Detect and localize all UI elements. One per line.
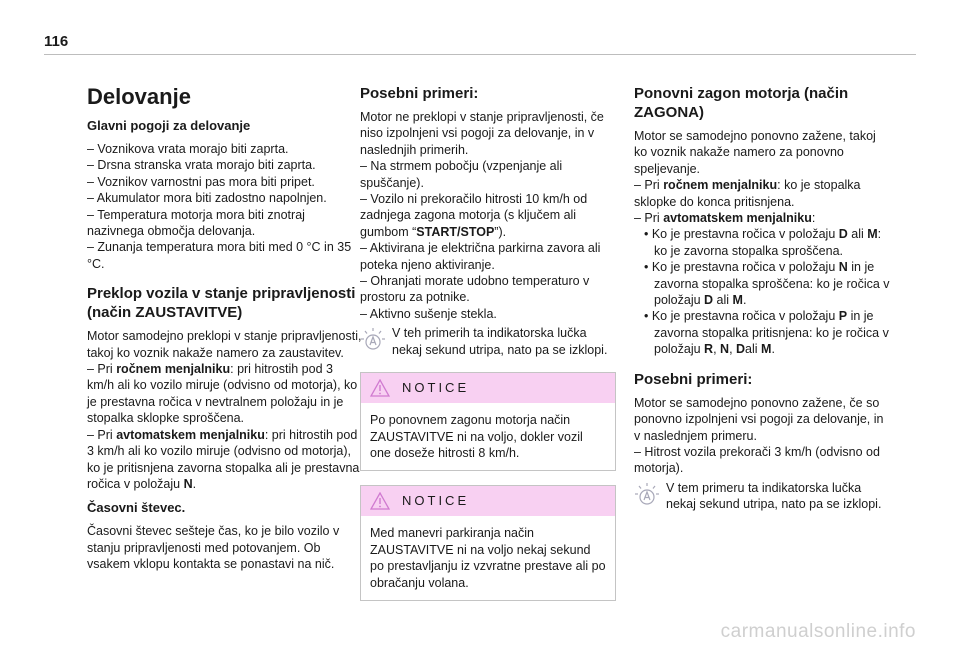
counter-heading: Časovni števec. <box>87 500 186 516</box>
notice-header <box>361 373 615 403</box>
list-item: – Pri avtomatskem menjalniku: <box>634 211 816 226</box>
notice-box-2 <box>360 485 616 601</box>
special-intro: Motor ne preklopi v stanje pripravljenosti, če niso izpolnjeni vsi pogoji za delovanje, in v naslednjih primerih. <box>360 110 604 157</box>
warning-triangle-icon <box>370 379 390 397</box>
conditions-list <box>87 141 362 272</box>
list-item: – Drsna stranska vrata morajo biti zaprta. <box>87 158 316 173</box>
section-title: Delovanje <box>87 84 191 109</box>
notice-header <box>361 486 615 516</box>
list-item: – Voznikov varnostni pas mora biti pripet. <box>87 174 315 189</box>
standby-intro: Motor samodejno preklopi v stanje pripravljenosti, takoj ko voznik nakaže namero za zaustavitev. <box>87 329 362 360</box>
standby-manual: – Pri ročnem menjalniku: pri hitrostih pod 3 km/h ali ko vozilo miruje (odvisno od motorja), ko je prestavna ročica v nevtralnem položaju in je stopalka sklopke sproščena. <box>87 362 358 426</box>
list-item: – Aktivirana je električna parkirna zavora ali poteka njeno aktiviranje. <box>360 241 601 272</box>
sub-item: • Ko je prestavna ročica v položaju N in je zavorna stopalka sproščena: ko je ročica v položaju D ali M. <box>644 260 890 308</box>
column-1 <box>87 72 362 579</box>
restart-heading: Ponovni zagon motorja (način ZAGONA) <box>634 85 849 121</box>
restart-content <box>634 128 890 358</box>
indicator-note-text: V tem primeru ta indikatorska lučka nekaj sekund utripa, nato pa se izklopi. <box>666 480 882 512</box>
top-divider <box>44 54 916 55</box>
column-3 <box>634 72 890 523</box>
standby-heading: Preklop vozila v stanje pripravljenosti (način ZAUSTAVITVE) <box>87 285 356 322</box>
list-item: – Na strmem pobočju (vzpenjanje ali spuščanje). <box>360 159 563 190</box>
warning-triangle-icon <box>370 492 390 510</box>
notice-text: Med manevri parkiranja način ZAUSTAVITVE ni na voljo nekaj sekund po prestavljanju iz vzvratne prestave ali po obračanju volana. <box>370 526 606 590</box>
indicator-note-text: V teh primerih ta indikatorska lučka nekaj sekund utripa, nato pa se izklopi. <box>392 326 608 357</box>
indicator-note <box>360 325 616 358</box>
indicator-note <box>634 480 890 513</box>
list-item: – Hitrost vozila prekorači 3 km/h (odvisno od motorja). <box>634 444 880 476</box>
conditions-heading: Glavni pogoji za delovanje <box>87 118 251 133</box>
notice-box-1 <box>360 372 616 471</box>
special-cases-list <box>360 109 616 322</box>
notice-title: NOTICE <box>402 493 470 509</box>
watermark: carmanualsonline.info <box>720 621 916 642</box>
counter-text: Časovni števec sešteje čas, ko je bilo vozilo v stanju pripravljenosti med potovanjem. Ob vsakem vklopu kontakta se ponastavi na nič. <box>87 524 340 572</box>
stop-start-indicator-icon <box>360 327 386 353</box>
list-item: – Voznikova vrata morajo biti zaprta. <box>87 142 289 156</box>
list-item: – Pri ročnem menjalniku: ko je stopalka sklopke do konca pritisnjena. <box>634 178 861 209</box>
list-item: – Ohranjati morate udobno temperaturo v prostoru za potnike. <box>360 274 590 305</box>
restart-intro: Motor se samodejno ponovno zažene, takoj ko voznik nakaže namero za ponovno speljevanje. <box>634 129 876 176</box>
sub-item: • Ko je prestavna ročica v položaju P in je zavorna stopalka pritisnjena: ko je ročica v položaju R, N, Dali M. <box>644 309 889 357</box>
page-number: 116 <box>44 33 69 50</box>
stop-start-indicator-icon <box>634 482 660 508</box>
notice-text: Po ponovnem zagonu motorja način ZAUSTAVITVE ni na voljo, dokler vozil one doseže hitrosti 8 km/h. <box>370 413 583 460</box>
special-cases-heading: Posebni primeri: <box>634 370 753 388</box>
special-cases-heading: Posebni primeri: <box>360 85 479 102</box>
special-cases-list <box>634 395 890 477</box>
list-item: – Vozilo ni prekoračilo hitrosti 10 km/h od zadnjega zagona motorja (s ključem ali gumbom “START/STOP”). <box>360 192 588 239</box>
list-item: – Zunanja temperatura mora biti med 0 °C in 35 °C. <box>87 240 352 271</box>
sub-item: • Ko je prestavna ročica v položaju D ali M: ko je zavorna stopalka sproščena. <box>644 227 882 258</box>
special-intro: Motor se samodejno ponovno zažene, če so ponovno izpolnjeni vsi pogoji za delovanje, in v naslednjem primeru. <box>634 395 884 443</box>
notice-title: NOTICE <box>402 379 470 395</box>
standby-auto: – Pri avtomatskem menjalniku: pri hitrostih pod 3 km/h ali ko vozilo miruje (odvisno od motorja), ko je pritisnjena zavorna stopalka ali je prestavna ročica v položaju N. <box>87 427 360 491</box>
list-item: – Aktivno sušenje stekla. <box>360 306 497 321</box>
column-2 <box>360 72 616 611</box>
list-item: – Temperatura motorja mora biti znotraj nazivnega območja delovanja. <box>87 207 305 239</box>
list-item: – Akumulator mora biti zadostno napolnjen. <box>87 191 327 206</box>
